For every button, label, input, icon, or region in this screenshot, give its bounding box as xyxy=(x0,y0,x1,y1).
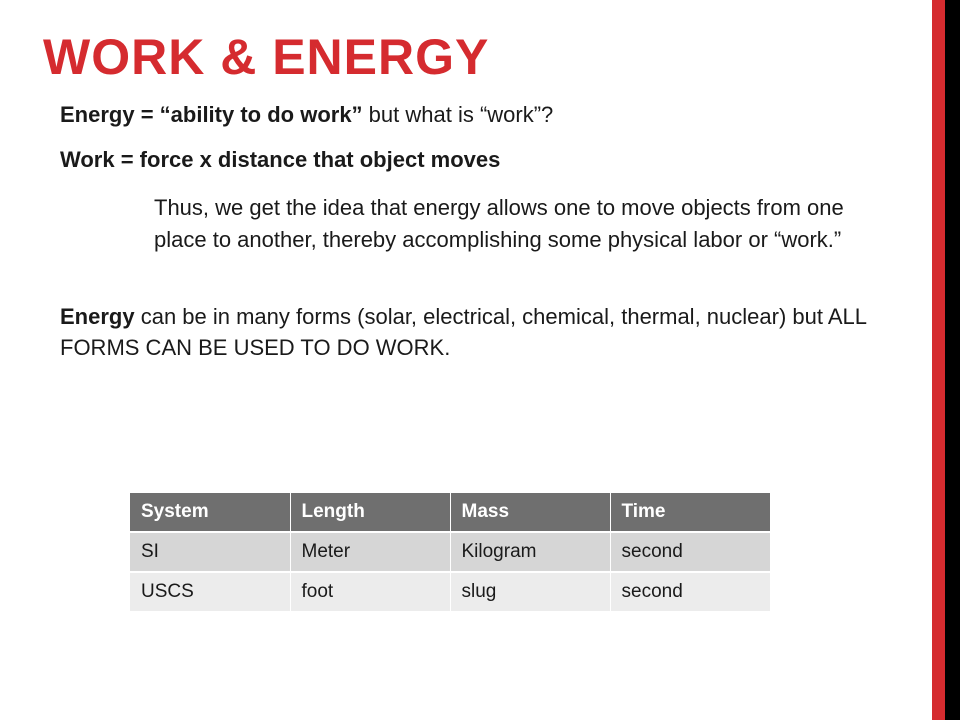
cell-length: Meter xyxy=(290,532,450,572)
energy-explanation: Thus, we get the idea that energy allows one to move objects from one place to another, thereby accomplishing some physical labor or “work.” xyxy=(154,195,844,252)
header-time: Time xyxy=(610,493,770,532)
energy-term: Energy = xyxy=(60,102,160,127)
cell-time: second xyxy=(610,532,770,572)
right-edge-red-bar xyxy=(932,0,945,720)
table-row xyxy=(130,532,770,572)
cell-mass: slug xyxy=(450,572,610,612)
header-length: Length xyxy=(290,493,450,532)
table-header-row xyxy=(130,493,770,532)
cell-mass: Kilogram xyxy=(450,532,610,572)
energy-definition xyxy=(60,100,553,130)
units-table xyxy=(130,493,770,613)
work-definition xyxy=(60,145,500,175)
cell-time: second xyxy=(610,572,770,612)
energy-quote: “ability to do work” xyxy=(159,102,363,127)
energy-forms xyxy=(60,301,890,363)
cell-system: USCS xyxy=(130,572,290,612)
energy-question: but what is “work”? xyxy=(362,102,554,127)
table-row xyxy=(130,572,770,612)
header-system: System xyxy=(130,493,290,532)
cell-length: foot xyxy=(290,572,450,612)
work-formula: Work = force x distance that object moves xyxy=(60,147,501,172)
cell-system: SI xyxy=(130,532,290,572)
right-edge-black-bar xyxy=(945,0,960,720)
slide-title: WORK & ENERGY xyxy=(43,29,490,85)
energy-forms-text: can be in many forms (solar, electrical, chemical, thermal, nuclear) but ALL FORMS CAN BE USED TO DO WORK. xyxy=(60,304,867,360)
energy-forms-term: Energy xyxy=(60,304,135,329)
header-mass: Mass xyxy=(450,493,610,532)
